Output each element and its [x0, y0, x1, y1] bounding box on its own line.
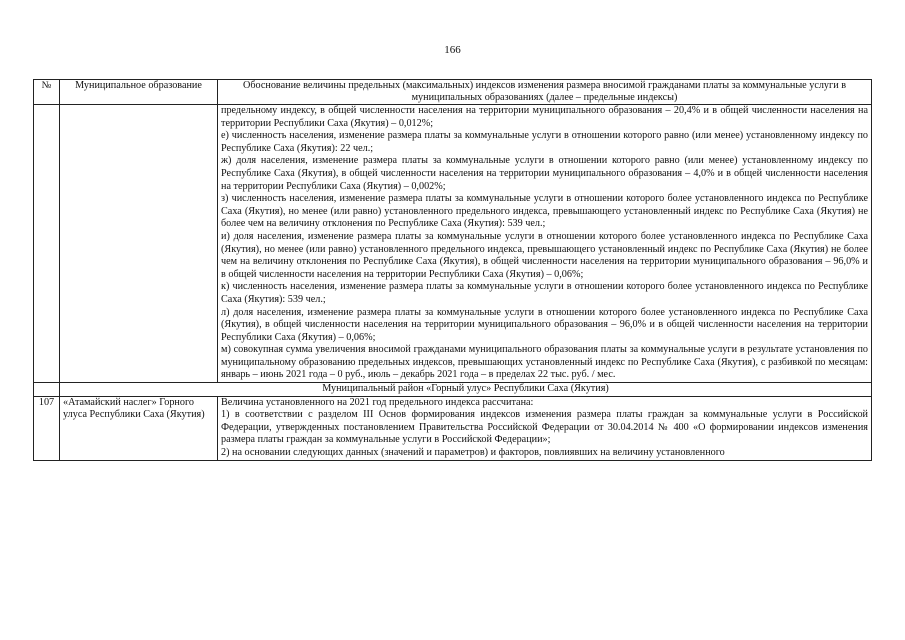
- paragraph: м) совокупная сумма увеличения вносимой гражданами муниципального образования платы за коммунальные услуги в результате установления по муниципальному образованию предельных индексов, превышающих установленный индекс по Республике Саха (Якутия), с разбивкой по месяцам: январь – июнь 2021 года – 0 руб., июль – декабрь 2021 года – в пределах 22 тыс. руб. / мес.: [221, 344, 868, 381]
- table-row-107: [34, 396, 872, 460]
- region-heading: Муниципальный район «Горный улус» Республики Саха (Якутия): [60, 383, 872, 397]
- paragraph: предельному индексу, в общей численности населения на территории муниципального образования – 20,4% и в общей численности населения на территории Республики Саха (Якутия) – 0,012%;: [221, 105, 868, 129]
- table-row-region: [34, 383, 872, 397]
- page-number: 166: [444, 44, 461, 56]
- paragraph: и) доля населения, изменение размера платы за коммунальные услуги в отношении которого более установленного индекса по Республике Саха (Якутия), но менее (или равно) установленного предельного индекса, превышающего установленный индекс по Республике Саха (Якутия) не более чем на величину отклонения по Республике Саха (Якутия), в общей численности населения на территории муниципального образования – 96,0% и в общей численности населения на территории Республики Саха (Якутия) – 0,06%;: [221, 230, 868, 280]
- paragraph: ж) доля населения, изменение размера платы за коммунальные услуги в отношении которого равно (или менее) установленному индексу по Республике Саха (Якутия), в общей численности населения на территории муниципального образования – 4,0% и в общей численности населения на территории Республики Саха (Якутия) – 0,002%;: [221, 155, 868, 192]
- header-justification: Обоснование величины предельных (максимальных) индексов изменения размера вносимой гражданами платы за коммунальные услуги в муниципальных образованиях (далее – предельные индексы): [218, 80, 872, 105]
- paragraph: з) численность населения, изменение размера платы за коммунальные услуги в отношении которого более установленного индекса по Республике Саха (Якутия), но менее (или равно) установленного предельного индекса, превышающего установленный индекс по Республике Саха (Якутия) не более чем на величину отклонения по Республике Саха (Якутия): 539 чел.;: [221, 193, 868, 230]
- indices-table: [33, 79, 872, 461]
- paragraph: 2) на основании следующих данных (значений и параметров) и факторов, повлиявших на величину установленного: [221, 447, 725, 459]
- paragraph: л) доля населения, изменение размера платы за коммунальные услуги в отношении которого более установленного индекса по Республике Саха (Якутия), в общей численности населения на территории муниципального образования – 96,0% и в общей численности населения на территории Республики Саха (Якутия) – 0,06%;: [221, 306, 868, 343]
- region-number-cell: [34, 383, 60, 397]
- paragraph: Величина установленного на 2021 год предельного индекса рассчитана:: [221, 396, 534, 408]
- header-number: №: [34, 80, 60, 105]
- continued-justification-cell: [218, 105, 872, 383]
- continued-municipality-cell: [60, 105, 218, 383]
- table-header-row: [34, 80, 872, 105]
- entry-justification-cell: [218, 396, 872, 460]
- row-number: 107: [34, 396, 60, 460]
- paragraph: к) численность населения, изменение размера платы за коммунальные услуги в отношении которого более установленного индекса по Республике Саха (Якутия): 539 чел.;: [221, 281, 868, 305]
- paragraph: е) численность населения, изменение размера платы за коммунальные услуги в отношении которого равно (или менее) установленному индексу по Республике Саха (Якутия): 22 чел.;: [221, 130, 868, 154]
- table-row-continued: [34, 105, 872, 383]
- continued-number-cell: [34, 105, 60, 383]
- paragraph: 1) в соответствии с разделом III Основ формирования индексов изменения размера платы граждан за коммунальные услуги в Российской Федерации, утвержденных постановлением Правительства Российской Федерации от 30.04.2014 № 400 «О формировании индексов изменения размера платы граждан за коммунальные услуги в Российской Федерации»;: [221, 409, 868, 446]
- header-municipality: Муниципальное образование: [60, 80, 218, 105]
- municipality-name: «Атамайский наслег» Горного улуса Республики Саха (Якутия): [60, 396, 218, 460]
